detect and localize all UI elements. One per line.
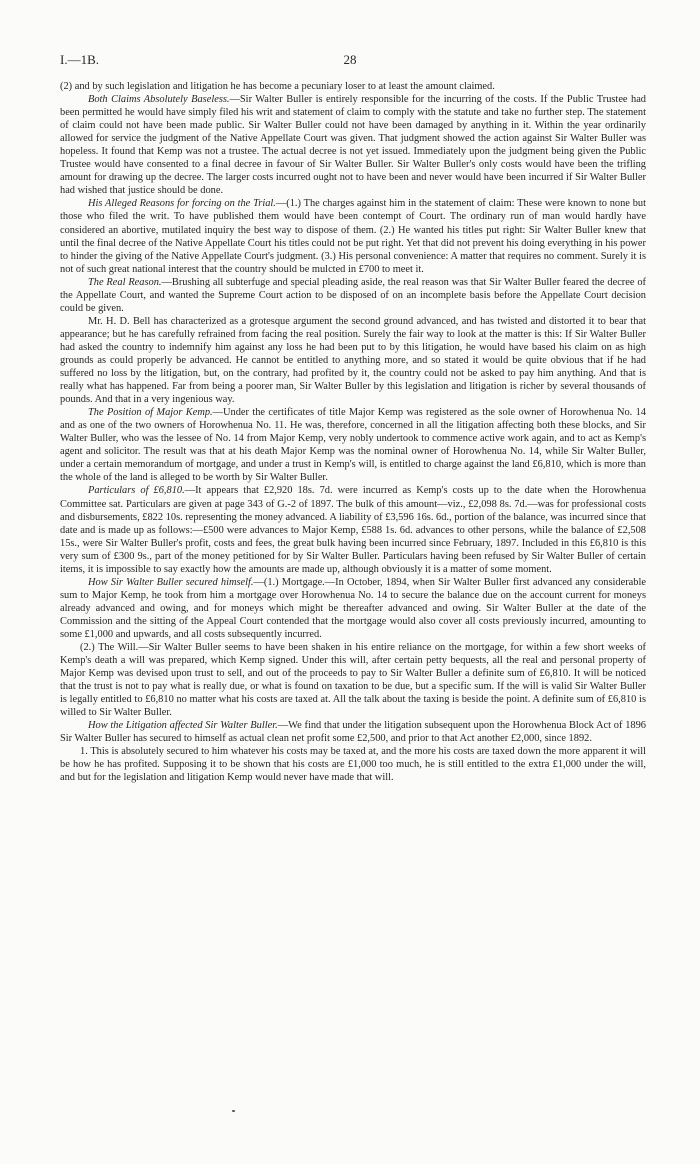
paragraph bbox=[60, 80, 646, 93]
paragraph-text: —Brushing all subterfuge and special pleading aside, the real reason was that Sir Walter Buller feared the decree of the Appellate Court, and wanted the Supreme Court action to be disposed of on an incomplete basis before the Appellate Court decision could be given. bbox=[60, 276, 646, 314]
paragraph-heading: The Position of Major Kemp. bbox=[88, 407, 213, 419]
paragraph-text: Mr. H. D. Bell has characterized as a grotesque argument the second ground advanced, and has twisted and distorted it to bear that appearance; but he has carefully refrained from facing the real position. Surely the fair way to look at the matter is this: If Sir Walter Buller had asked the country to indemnify him against any loss he had been put to by this litigation, he would have based his claim on as high grounds as could properly be advanced. He cannot be entitled to anything more, and so stated it would be quite obvious that if he had suffered no loss by the litigation, but, on the contrary, had profited by it, the country could not be asked to pay him anything. And that is really what has happened. Far from being a poorer man, Sir Walter Buller by this legislation and litigation is richer by several thousands of pounds. And that in a very ingenious way. bbox=[60, 315, 646, 406]
paragraph bbox=[60, 641, 646, 719]
paragraph-text: —Sir Walter Buller is entirely responsible for the incurring of the costs. If the Public Trustee had been permitted he would have simply filed his writ and statement of claim to comply with the statute and take no further step. The statement of claim could not have been made public. Sir Walter Buller could not have been damaged by anything in it. Within the year ordinarily allowed for service the judgment of the Native Appellate Court was given. That judgment showed the action against Sir Walter Buller was hopeless. It found that Kemp was not a trustee. The actual decree is not yet issued. Immediately upon the judgment being given the Public Trustee would have consented to a final decree in favour of Sir Walter Buller. Sir Walter Buller's only costs would have been the trifling amount for drawing up the decree. The larger costs incurred ought not to have been and never would have been incurred if Sir Walter Buller had wished that justice should be done. bbox=[60, 94, 647, 197]
paragraph bbox=[60, 576, 646, 641]
paragraph-text: —It appears that £2,920 18s. 7d. were incurred as Kemp's costs up to the date when the Horowhenua Committee sat. Particulars are given at page 343 of G.-2 of 1897. The bulk of this amount—viz., £2,098 8s. 7d.—was for professional costs and disbursements, £822 10s. representing the money advanced. A liability of £3,596 16s. 6d., portion of the balance, was incurred since that date and is made up as follows:—£500 were advances to Major Kemp, £588 1s. 6d. advances to other persons, while the balance of £2,508 15s., were Sir Walter Buller's profit, costs and fees, the great bulk having been incurred since February, 1897. Included in this £6,810 is this very sum of £300 9s., part of the money petitioned for by Sir Walter Buller. Particulars having been refused by Sir Walter Buller of certain items, it is impossible to say exactly how the amounts are made up, although obviously it is a matter of some moment. bbox=[60, 485, 646, 575]
paragraph-text: —Under the certificates of title Major Kemp was registered as the sole owner of Horowhenua No. 14 and as one of the two owners of Horowhenua No. 11. He was, therefore, concerned in all the litigation affecting both these blocks, and Sir Walter Buller, who was the lessee of No. 14 from Major Kemp, very nobly undertook to commence active work again, and to act as Kemp's agent and solicitor. The result was that at his death Major Kemp was the nominal owner of Horowhenua No. 14, while Sir Walter Buller, under a certain memorandum of mortgage, and under a trust in Kemp's will, is entitled to charge against the land £6,810, which is more than the whole of the land is alleged to be worth by Sir Walter Buller. bbox=[60, 407, 646, 484]
print-speck bbox=[232, 1110, 235, 1112]
paragraph-heading: Particulars of £6,810. bbox=[88, 485, 185, 497]
paragraph-text: (2.) The Will.—Sir Walter Buller seems to have been shaken in his entire reliance on the mortgage, for within a few short weeks of Kemp's death a will was prepared, which Kemp signed. Under this will, after certain petty bequests, all the real and personal property of Major Kemp was devised upon trust to sell, and out of the proceeds to pay to Sir Walter Buller a definite sum of £6,810. It will be noticed that the trust is not to pay what is really due, or what is found on taxation to be due, but a specific sum. If the will is valid Sir Walter Buller is legally entitled to £6,810 no matter what his costs are taxed at. All the talk about the taxing is beside the point. A definite sum of £6,810 is willed to Sir Walter Buller. bbox=[60, 642, 646, 719]
paragraph bbox=[60, 484, 646, 575]
paragraph bbox=[60, 93, 646, 197]
paragraph-text: —(1.) Mortgage.—In October, 1894, when Sir Walter Buller first advanced any considerable sum to Major Kemp, he took from him a mortgage over Horowhenua No. 14 to secure the balance due on the account current for moneys already advanced and owing, and for moneys which might be thereafter advanced and owing. Sir Walter Buller at the date of the Commission and the sitting of the Appeal Court contended that the mortgage would also cover all costs previously incurred, amounting to some £1,000 and upwards, and all costs subsequently incurred. bbox=[60, 576, 646, 640]
paragraph bbox=[60, 745, 646, 784]
paragraph-heading: How the Litigation affected Sir Walter Buller. bbox=[88, 720, 278, 732]
paragraph bbox=[60, 406, 646, 484]
body-text bbox=[60, 80, 646, 785]
paragraph bbox=[60, 276, 646, 315]
page-number: 28 bbox=[343, 52, 357, 67]
paragraph-text: (2) and by such legislation and litigation he has become a pecuniary loser to at least the amount claimed. bbox=[60, 81, 495, 92]
page-header bbox=[60, 52, 640, 68]
paragraph bbox=[60, 719, 646, 745]
paragraph-heading: The Real Reason. bbox=[88, 276, 162, 288]
paragraph-heading: His Alleged Reasons for forcing on the Trial. bbox=[88, 198, 276, 210]
paragraph-text: —(1.) The charges against him in the statement of claim: These were known to none but those who filed the writ. To have published them would have been contempt of Court. The ordinary run of man would hardly have considered an abortive, mutilated inquiry the best way to dispose of them. (2.) He wanted his titles put right: Sir Walter Buller knew that until the final decree of the Native Appellate Court his titles could not be put right. Yet that did not prevent his doing everything in his power to hinder the giving of the Native Appellate Court's judgment. (3.) His personal convenience: A matter that requires no comment. Surely it is not of such great national interest that the country should be mulcted in £700 to meet it. bbox=[60, 198, 646, 275]
paragraph bbox=[60, 315, 646, 406]
paragraph-text: —We find that under the litigation subsequent upon the Horowhenua Block Act of 1896 Sir Walter Buller has secured to himself as actual clean net profit some £2,500, and prior to that Act another £2,000, since 1892. bbox=[60, 720, 646, 745]
paragraph-heading: How Sir Walter Buller secured himself. bbox=[88, 576, 254, 588]
paragraph bbox=[60, 197, 646, 275]
paragraph-text: 1. This is absolutely secured to him whatever his costs may be taxed at, and the more his costs are taxed down the more apparent it will be how he has profited. Supposing it to be shown that his costs are £1,000 too much, he is still entitled to the extra £1,000 under the will, and but for the legislation and litigation Kemp would never have made that will. bbox=[60, 746, 646, 784]
paper-reference: I.—1B. bbox=[60, 52, 99, 67]
paragraph-heading: Both Claims Absolutely Baseless. bbox=[88, 94, 230, 106]
